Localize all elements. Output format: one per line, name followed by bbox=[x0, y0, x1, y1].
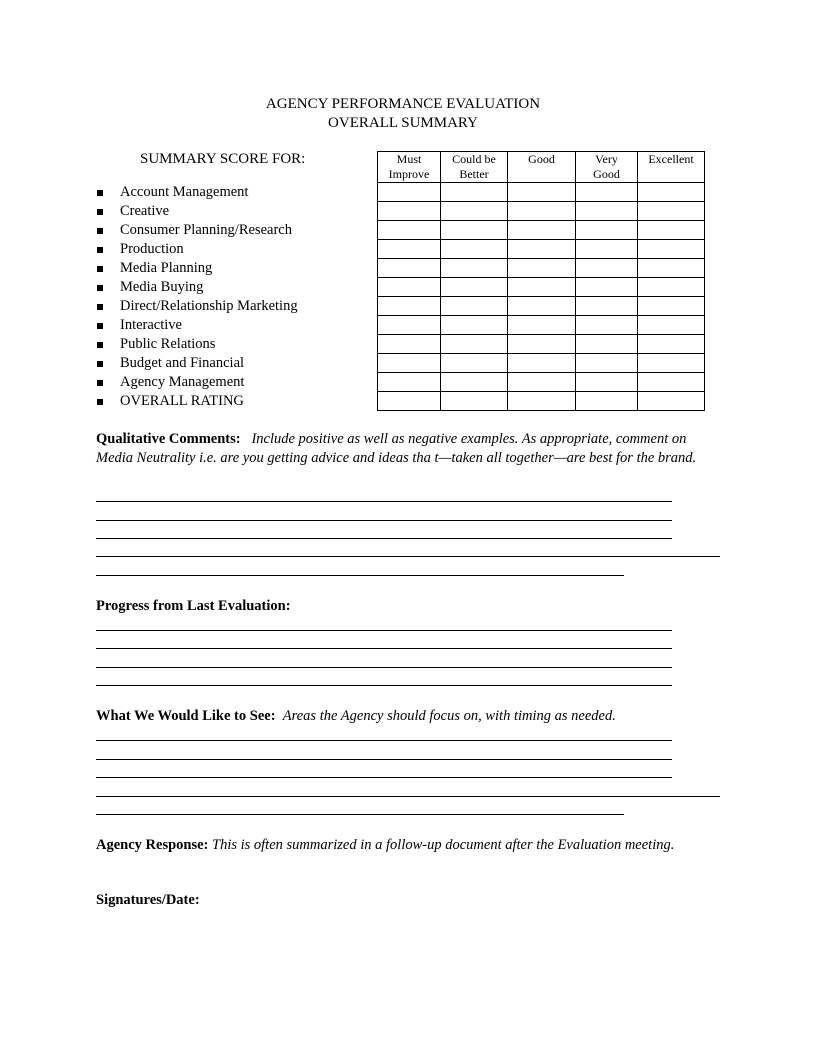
summary-score-heading: SUMMARY SCORE FOR: bbox=[140, 151, 306, 167]
rating-cell[interactable] bbox=[576, 202, 638, 221]
rating-cell[interactable] bbox=[441, 259, 508, 278]
rating-cell[interactable] bbox=[576, 183, 638, 202]
rating-cell[interactable] bbox=[508, 392, 576, 411]
rating-cell[interactable] bbox=[576, 335, 638, 354]
criterion-label: Budget and Financial bbox=[120, 355, 245, 371]
signatures-section bbox=[96, 891, 724, 910]
rating-cell[interactable] bbox=[638, 392, 705, 411]
column-header-very-good: Very Good bbox=[576, 152, 638, 183]
signatures-label: Signatures/Date: bbox=[96, 892, 200, 908]
rating-cell[interactable] bbox=[441, 183, 508, 202]
table-row bbox=[378, 278, 705, 297]
criterion-label: Account Management bbox=[120, 184, 249, 200]
rating-cell[interactable] bbox=[441, 316, 508, 335]
table-row bbox=[378, 297, 705, 316]
qualitative-comments-label: Qualitative Comments: bbox=[96, 431, 241, 447]
criterion-label: Public Relations bbox=[120, 336, 216, 352]
criterion-label: Agency Management bbox=[120, 374, 245, 390]
would-like-line[interactable] bbox=[96, 777, 672, 778]
rating-cell[interactable] bbox=[441, 373, 508, 392]
bullet-icon bbox=[97, 266, 103, 272]
rating-cell[interactable] bbox=[638, 259, 705, 278]
progress-line[interactable] bbox=[96, 630, 672, 631]
list-item bbox=[96, 202, 298, 221]
bullet-icon bbox=[97, 342, 103, 348]
comment-line[interactable] bbox=[96, 556, 720, 557]
progress-label: Progress from Last Evaluation: bbox=[96, 598, 291, 614]
rating-cell[interactable] bbox=[508, 202, 576, 221]
progress-line[interactable] bbox=[96, 667, 672, 668]
column-header-must-improve: Must Improve bbox=[378, 152, 441, 183]
rating-cell[interactable] bbox=[638, 221, 705, 240]
criterion-label: Media Planning bbox=[120, 260, 213, 276]
would-like-line[interactable] bbox=[96, 796, 720, 797]
criterion-label: Interactive bbox=[120, 317, 182, 333]
rating-cell[interactable] bbox=[576, 316, 638, 335]
progress-line[interactable] bbox=[96, 648, 672, 649]
rating-cell[interactable] bbox=[378, 354, 441, 373]
rating-cell[interactable] bbox=[441, 392, 508, 411]
qualitative-comments-text: Include positive as well as negative examples. As appropriate, comment on Media Neutrality i.e. are you getting advice and ideas tha t—taken all together—are best for the brand. bbox=[96, 431, 697, 466]
progress-line[interactable] bbox=[96, 685, 672, 686]
rating-cell[interactable] bbox=[378, 202, 441, 221]
rating-cell[interactable] bbox=[508, 316, 576, 335]
rating-cell[interactable] bbox=[638, 316, 705, 335]
column-header-excellent: Excellent bbox=[638, 152, 705, 183]
criterion-label: Media Buying bbox=[120, 279, 204, 295]
rating-cell[interactable] bbox=[576, 278, 638, 297]
rating-cell[interactable] bbox=[378, 297, 441, 316]
table-row bbox=[378, 240, 705, 259]
agency-response-section bbox=[96, 836, 724, 855]
list-item bbox=[96, 240, 298, 259]
list-item bbox=[96, 392, 298, 411]
rating-cell[interactable] bbox=[508, 221, 576, 240]
criteria-list bbox=[96, 183, 298, 411]
rating-cell[interactable] bbox=[576, 392, 638, 411]
bullet-icon bbox=[97, 304, 103, 310]
list-item bbox=[96, 316, 298, 335]
rating-cell[interactable] bbox=[441, 240, 508, 259]
rating-cell[interactable] bbox=[508, 259, 576, 278]
rating-header-row bbox=[378, 152, 705, 183]
would-like-line[interactable] bbox=[96, 814, 624, 815]
rating-cell[interactable] bbox=[508, 354, 576, 373]
rating-cell[interactable] bbox=[441, 221, 508, 240]
would-like-label: What We Would Like to See: bbox=[96, 708, 276, 724]
rating-cell[interactable] bbox=[508, 278, 576, 297]
rating-cell[interactable] bbox=[441, 202, 508, 221]
table-row bbox=[378, 373, 705, 392]
rating-cell[interactable] bbox=[638, 240, 705, 259]
rating-cell[interactable] bbox=[576, 297, 638, 316]
rating-cell[interactable] bbox=[576, 259, 638, 278]
rating-cell[interactable] bbox=[378, 316, 441, 335]
list-item bbox=[96, 259, 298, 278]
criterion-label: Consumer Planning/Research bbox=[120, 222, 292, 238]
rating-cell[interactable] bbox=[508, 297, 576, 316]
list-item bbox=[96, 354, 298, 373]
bullet-icon bbox=[97, 361, 103, 367]
criterion-label: Production bbox=[120, 241, 184, 257]
rating-cell[interactable] bbox=[378, 335, 441, 354]
rating-cell[interactable] bbox=[638, 354, 705, 373]
document-title: AGENCY PERFORMANCE EVALUATION bbox=[265, 96, 541, 112]
criterion-label: OVERALL RATING bbox=[120, 393, 244, 409]
criterion-label: Direct/Relationship Marketing bbox=[120, 298, 298, 314]
rating-cell[interactable] bbox=[378, 392, 441, 411]
comment-line[interactable] bbox=[96, 538, 672, 539]
bullet-icon bbox=[97, 209, 103, 215]
rating-cell[interactable] bbox=[378, 221, 441, 240]
rating-cell[interactable] bbox=[441, 354, 508, 373]
rating-cell[interactable] bbox=[638, 373, 705, 392]
comment-line[interactable] bbox=[96, 520, 672, 521]
rating-cell[interactable] bbox=[508, 183, 576, 202]
table-row bbox=[378, 354, 705, 373]
rating-cell[interactable] bbox=[576, 354, 638, 373]
comment-line[interactable] bbox=[96, 501, 672, 502]
progress-section bbox=[96, 597, 724, 616]
bullet-icon bbox=[97, 285, 103, 291]
bullet-icon bbox=[97, 247, 103, 253]
rating-cell[interactable] bbox=[378, 278, 441, 297]
criterion-label: Creative bbox=[120, 203, 170, 219]
list-item bbox=[96, 183, 298, 202]
rating-cell[interactable] bbox=[638, 335, 705, 354]
bullet-icon bbox=[97, 323, 103, 329]
bullet-icon bbox=[97, 190, 103, 196]
rating-cell[interactable] bbox=[638, 297, 705, 316]
bullet-icon bbox=[97, 399, 103, 405]
rating-cell[interactable] bbox=[508, 335, 576, 354]
column-header-could-be-better: Could be Better bbox=[441, 152, 508, 183]
bullet-icon bbox=[97, 228, 103, 234]
list-item bbox=[96, 221, 298, 240]
would-like-line[interactable] bbox=[96, 740, 672, 741]
agency-response-label: Agency Response: bbox=[96, 837, 209, 853]
rating-cell[interactable] bbox=[508, 240, 576, 259]
rating-cell[interactable] bbox=[378, 240, 441, 259]
table-row bbox=[378, 183, 705, 202]
rating-cell[interactable] bbox=[441, 297, 508, 316]
qualitative-comments bbox=[96, 430, 724, 468]
list-item bbox=[96, 373, 298, 392]
table-row bbox=[378, 202, 705, 221]
table-row bbox=[378, 335, 705, 354]
table-row bbox=[378, 316, 705, 335]
rating-cell[interactable] bbox=[576, 221, 638, 240]
table-row bbox=[378, 221, 705, 240]
list-item bbox=[96, 278, 298, 297]
rating-cell[interactable] bbox=[638, 278, 705, 297]
table-row bbox=[378, 392, 705, 411]
table-row bbox=[378, 259, 705, 278]
would-like-text: Areas the Agency should focus on, with timing as needed. bbox=[282, 708, 616, 724]
column-header-good: Good bbox=[508, 152, 576, 183]
document-subtitle: OVERALL SUMMARY bbox=[328, 115, 478, 131]
rating-cell[interactable] bbox=[378, 183, 441, 202]
rating-table bbox=[377, 151, 705, 411]
rating-cell[interactable] bbox=[638, 202, 705, 221]
rating-cell[interactable] bbox=[576, 240, 638, 259]
comment-line[interactable] bbox=[96, 575, 624, 576]
would-like-line[interactable] bbox=[96, 759, 672, 760]
bullet-icon bbox=[97, 380, 103, 386]
list-item bbox=[96, 335, 298, 354]
agency-response-text: This is often summarized in a follow-up document after the Evaluation meeting. bbox=[212, 837, 675, 853]
rating-cell[interactable] bbox=[441, 335, 508, 354]
rating-cell[interactable] bbox=[508, 373, 576, 392]
would-like-section bbox=[96, 707, 724, 726]
rating-cell[interactable] bbox=[576, 373, 638, 392]
rating-cell[interactable] bbox=[378, 259, 441, 278]
list-item bbox=[96, 297, 298, 316]
rating-cell[interactable] bbox=[638, 183, 705, 202]
rating-cell[interactable] bbox=[441, 278, 508, 297]
rating-cell[interactable] bbox=[378, 373, 441, 392]
